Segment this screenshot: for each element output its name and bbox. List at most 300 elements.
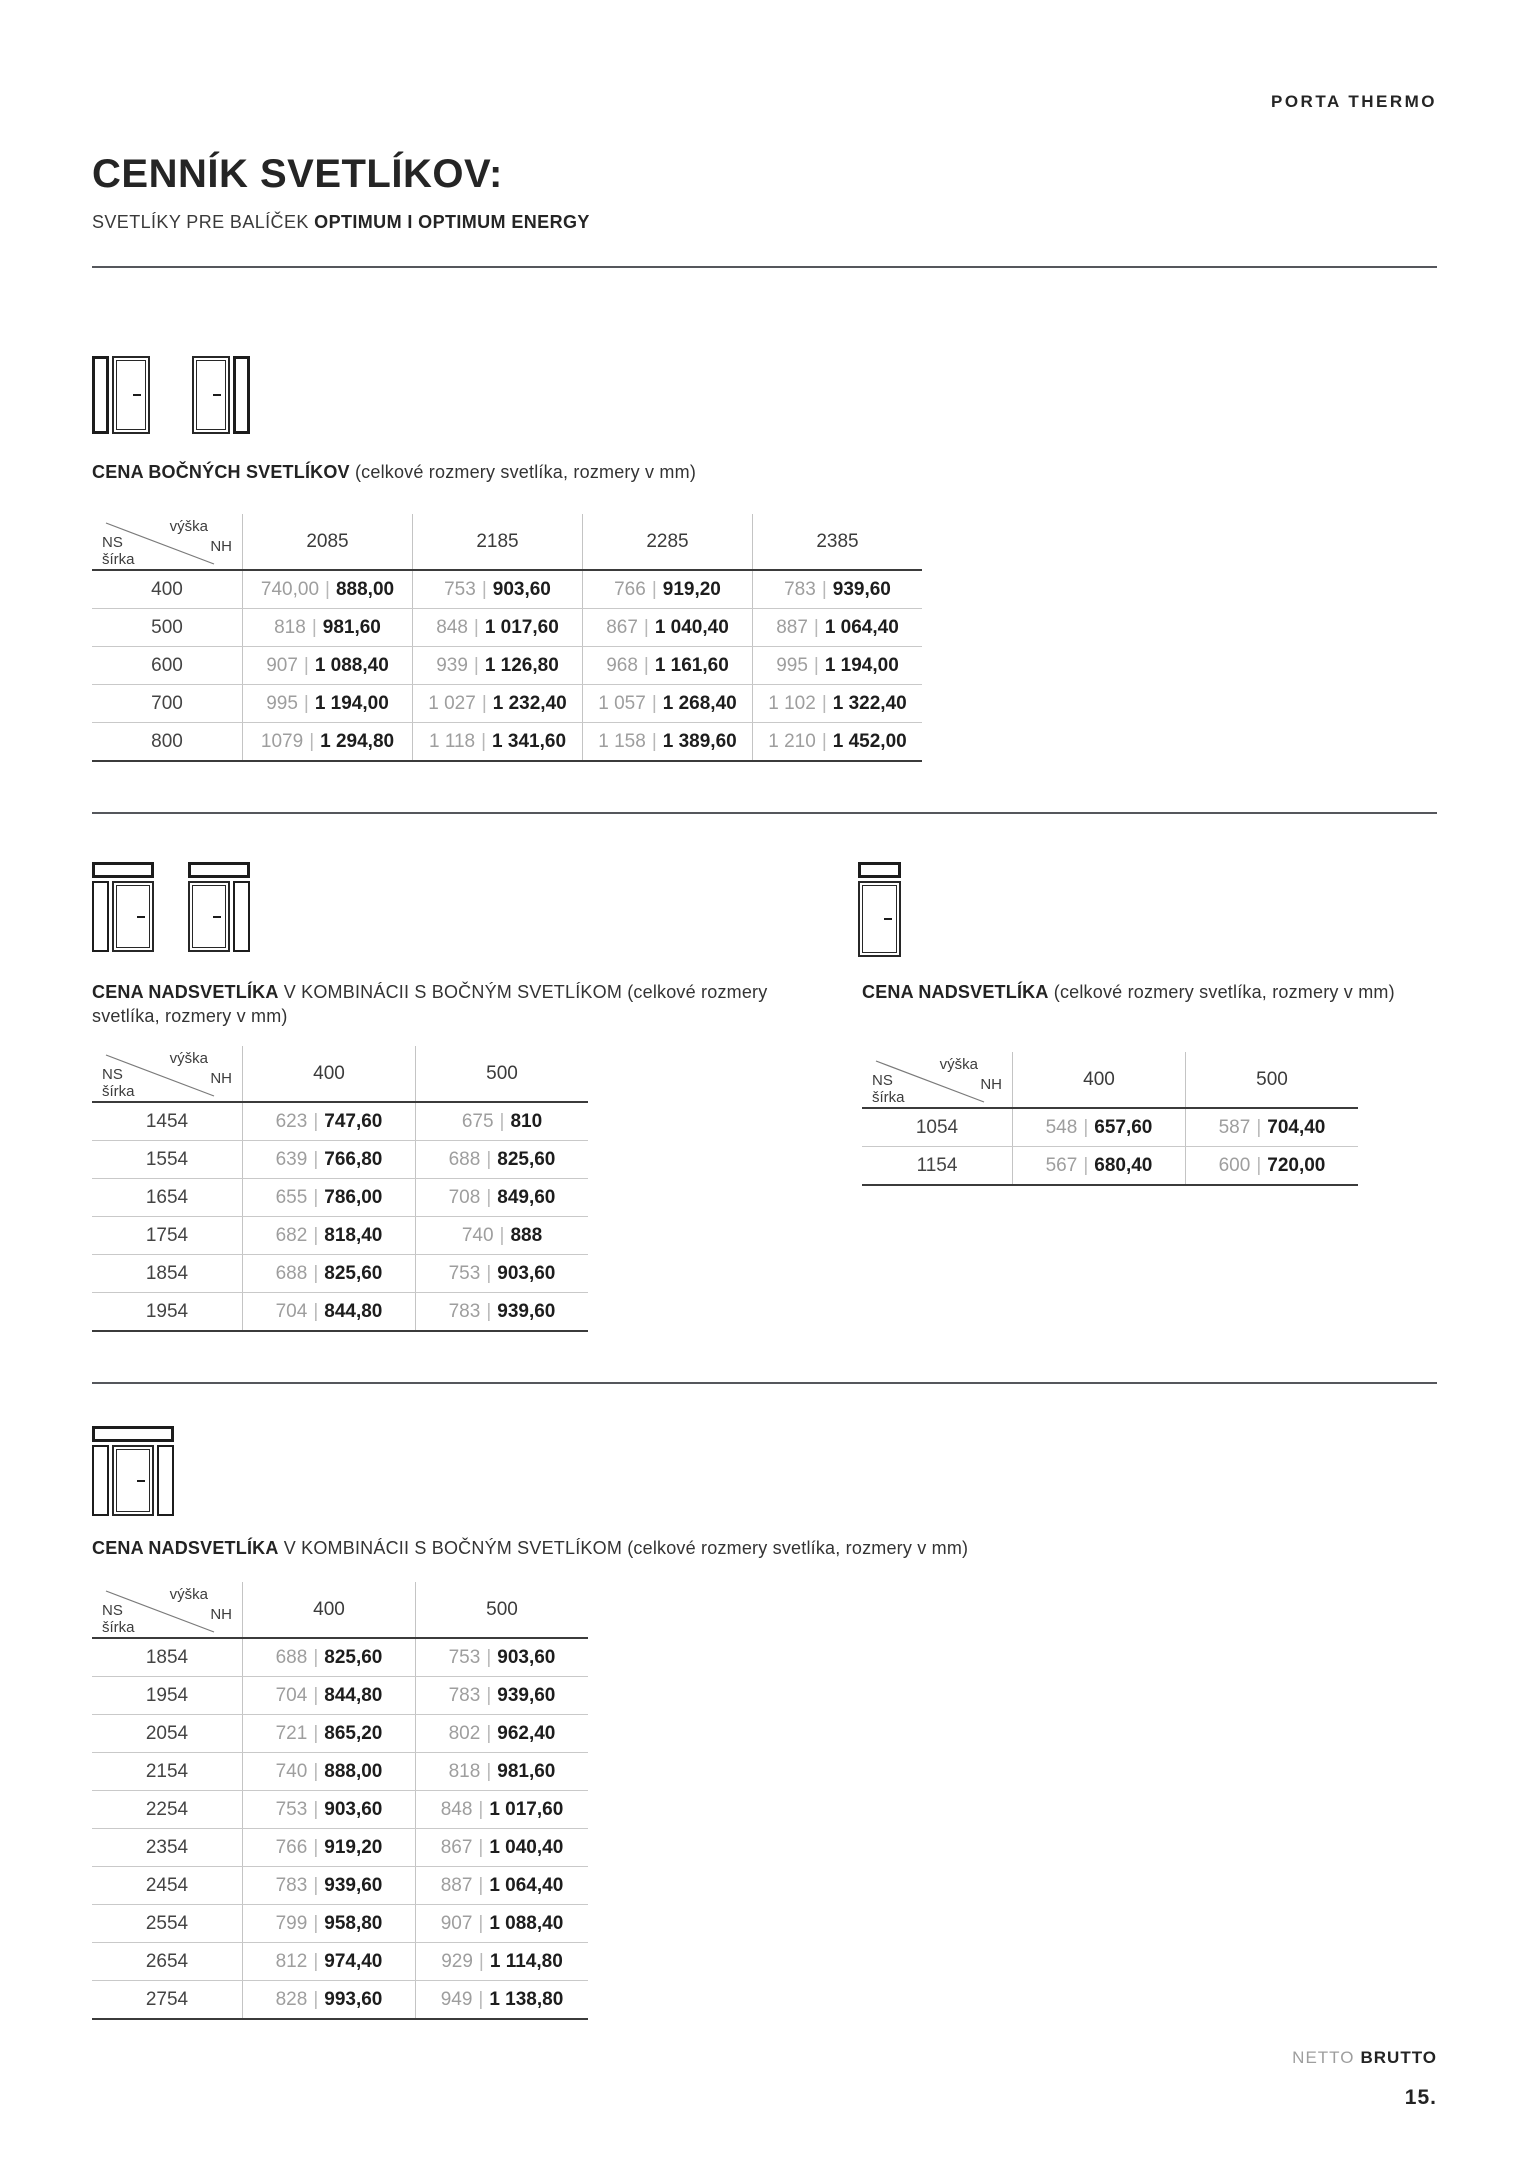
row-width-label: 2454 [145, 1874, 189, 1896]
axis-label-sirka: šírka [102, 1083, 135, 1100]
netto-price: 887 [440, 1874, 473, 1896]
row-width-label: 1554 [145, 1148, 189, 1170]
price-cell [415, 1179, 588, 1216]
door-leaf-icon [112, 881, 154, 952]
price-cell [242, 1639, 415, 1676]
brutto-price: 939,60 [324, 1874, 383, 1896]
price-separator: | [821, 692, 827, 714]
axis-corner-cell [862, 1052, 1012, 1107]
axis-label-ns: NS [102, 534, 123, 551]
netto-price: 929 [441, 1950, 473, 1972]
price-separator: | [1083, 1154, 1089, 1176]
netto-price: 867 [440, 1836, 473, 1858]
price-separator: | [313, 1950, 319, 1972]
price-separator: | [313, 1646, 319, 1668]
price-separator: | [486, 1300, 492, 1322]
side-panel-icon [233, 881, 250, 952]
brutto-price: 1 114,80 [489, 1950, 563, 1972]
price-cell [1012, 1109, 1185, 1146]
netto-price: 740 [461, 1224, 494, 1246]
axis-label-ns: NS [872, 1072, 893, 1089]
price-cell [415, 1791, 588, 1828]
transom-icon [858, 862, 901, 878]
row-width-label: 1854 [145, 1646, 189, 1668]
row-width-label: 700 [151, 692, 183, 714]
brutto-price: 981,60 [322, 616, 381, 638]
axis-label-sirka: šírka [102, 551, 135, 568]
table-header-row [862, 1052, 1358, 1109]
brutto-price: 786,00 [324, 1186, 383, 1208]
heading-bold: CENA NADSVETLÍKA [92, 982, 279, 1002]
price-separator: | [478, 1912, 484, 1934]
row-width-label: 2254 [145, 1798, 189, 1820]
netto-price: 623 [275, 1110, 308, 1132]
price-separator: | [1256, 1116, 1262, 1138]
door-figure-body [188, 881, 250, 952]
page-title: CENNÍK SVETLÍKOV: [92, 152, 503, 196]
netto-price: 1079 [260, 730, 304, 752]
brutto-price: 903,60 [497, 1646, 556, 1668]
column-header-height: 400 [1012, 1052, 1185, 1107]
door-with-left-sidelight-icon [92, 356, 150, 434]
price-cell [752, 609, 922, 646]
column-header-height: 500 [415, 1582, 588, 1637]
netto-price: 848 [440, 1798, 473, 1820]
price-cell [752, 647, 922, 684]
brutto-price: 657,60 [1094, 1116, 1153, 1138]
row-width-label: 1954 [145, 1684, 189, 1706]
table-header-row [92, 514, 922, 571]
price-cell [415, 1639, 588, 1676]
table-row [92, 1791, 588, 1829]
price-table-transom-combo [92, 1046, 588, 1332]
price-separator: | [478, 1874, 484, 1896]
netto-price: 1 102 [768, 692, 816, 714]
netto-price: 567 [1045, 1154, 1078, 1176]
brand-logo: PORTA THERMO [1271, 92, 1437, 111]
axis-corner-cell [92, 1582, 242, 1637]
netto-price: 907 [440, 1912, 473, 1934]
price-separator: | [478, 1836, 484, 1858]
brutto-price: 1 232,40 [492, 692, 567, 714]
price-separator: | [313, 1836, 319, 1858]
column-header-height: 400 [242, 1046, 415, 1101]
price-cell [415, 1943, 588, 1980]
brutto-price: 939,60 [832, 578, 891, 600]
axis-corner-cell [92, 514, 242, 569]
price-separator: | [303, 692, 309, 714]
brutto-price: 888 [510, 1224, 543, 1246]
brutto-price: 680,40 [1094, 1154, 1153, 1176]
price-cell [582, 609, 752, 646]
table-header-row [92, 1046, 588, 1103]
netto-price: 766 [275, 1836, 308, 1858]
brutto-price: 958,80 [324, 1912, 383, 1934]
price-separator: | [651, 578, 657, 600]
brutto-price: 844,80 [324, 1684, 383, 1706]
brutto-price: 1 161,60 [654, 654, 729, 676]
legend-brutto: BRUTTO [1360, 2048, 1437, 2067]
price-cell [242, 1179, 415, 1216]
door-figures-transom-combo [92, 862, 250, 952]
price-separator: | [313, 1224, 319, 1246]
price-cell [242, 1141, 415, 1178]
price-cell [752, 571, 922, 608]
netto-price: 828 [275, 1988, 308, 2010]
netto-price: 995 [266, 692, 298, 714]
price-cell [582, 571, 752, 608]
price-cell [242, 1905, 415, 1942]
legend-netto: NETTO [1292, 2048, 1355, 2067]
netto-price: 1 057 [598, 692, 646, 714]
brutto-price: 1 017,60 [489, 1798, 564, 1820]
price-cell [582, 685, 752, 722]
netto-price: 740,00 [260, 578, 320, 600]
brutto-price: 1 322,40 [832, 692, 907, 714]
table-row [92, 647, 922, 685]
door-leaf-icon [112, 356, 150, 434]
transom-icon [92, 862, 154, 878]
netto-price: 708 [448, 1186, 481, 1208]
axis-label-sirka: šírka [872, 1089, 905, 1106]
price-separator: | [651, 730, 657, 752]
row-width-label: 1754 [145, 1224, 189, 1246]
brutto-price: 1 088,40 [314, 654, 389, 676]
netto-price: 818 [274, 616, 306, 638]
price-separator: | [1083, 1116, 1089, 1138]
price-table-transom [862, 1052, 1358, 1186]
table-row [92, 1677, 588, 1715]
price-cell [242, 1753, 415, 1790]
price-cell [412, 685, 582, 722]
divider-rule [92, 1382, 1437, 1384]
price-separator: | [313, 1262, 319, 1284]
side-panel-icon [157, 1445, 174, 1516]
price-separator: | [313, 1186, 319, 1208]
heading-rest: (celkové rozmery svetlíka, rozmery v mm) [1048, 982, 1395, 1002]
brutto-price: 919,20 [324, 1836, 383, 1858]
price-separator: | [473, 616, 479, 638]
price-cell [242, 1829, 415, 1866]
price-cell [242, 1981, 415, 2018]
price-cell [582, 647, 752, 684]
netto-price: 818 [448, 1760, 481, 1782]
door-figures-transom-combo-2 [92, 1426, 174, 1516]
brutto-price: 939,60 [497, 1684, 556, 1706]
price-separator: | [499, 1224, 505, 1246]
column-header-height: 2385 [752, 514, 922, 569]
table-row [92, 1255, 588, 1293]
price-cell [242, 1103, 415, 1140]
row-width-label: 1454 [145, 1110, 189, 1132]
price-cell [242, 723, 412, 760]
row-width-label: 600 [151, 654, 183, 676]
price-cell [242, 571, 412, 608]
netto-price: 704 [275, 1684, 308, 1706]
price-separator: | [499, 1110, 505, 1132]
price-separator: | [313, 1798, 319, 1820]
table-row [92, 1639, 588, 1677]
price-separator: | [313, 1874, 319, 1896]
column-header-height: 500 [415, 1046, 588, 1101]
price-cell [1012, 1147, 1185, 1184]
heading-bold: CENA NADSVETLÍKA [92, 1538, 279, 1558]
section-heading-side-lights [92, 460, 1292, 484]
price-cell [415, 1293, 588, 1330]
door-figure-body [92, 356, 150, 434]
brutto-price: 1 194,00 [314, 692, 389, 714]
row-width-label: 1154 [916, 1154, 958, 1176]
side-panel-icon [92, 356, 109, 434]
brutto-price: 825,60 [324, 1646, 383, 1668]
netto-price: 704 [275, 1300, 308, 1322]
price-cell [1185, 1147, 1358, 1184]
netto-price: 783 [448, 1684, 481, 1706]
divider-rule [92, 266, 1437, 268]
price-separator: | [486, 1148, 492, 1170]
netto-price: 887 [776, 616, 808, 638]
table-row [862, 1147, 1358, 1186]
netto-price: 783 [275, 1874, 308, 1896]
brutto-price: 766,80 [324, 1148, 383, 1170]
axis-label-vyska: výška [169, 518, 208, 535]
price-separator: | [813, 616, 819, 638]
row-width-label: 1854 [145, 1262, 189, 1284]
brutto-price: 849,60 [497, 1186, 556, 1208]
brutto-price: 1 268,40 [662, 692, 737, 714]
netto-price: 600 [1218, 1154, 1251, 1176]
brutto-price: 1 294,80 [320, 730, 395, 752]
axis-label-nh: NH [210, 1070, 232, 1087]
price-cell [752, 723, 922, 760]
axis-label-sirka: šírka [102, 1619, 135, 1636]
axis-label-vyska: výška [169, 1050, 208, 1067]
netto-price: 753 [444, 578, 476, 600]
price-cell [242, 1943, 415, 1980]
brutto-price: 825,60 [497, 1148, 556, 1170]
price-cell [242, 1791, 415, 1828]
brutto-price: 720,00 [1267, 1154, 1326, 1176]
table-row [92, 1293, 588, 1332]
door-leaf-icon [192, 356, 230, 434]
column-header-height: 500 [1185, 1052, 1358, 1107]
brutto-price: 974,40 [324, 1950, 383, 1972]
row-width-label: 800 [151, 730, 183, 752]
axis-corner-cell [92, 1046, 242, 1101]
price-cell [242, 1217, 415, 1254]
netto-price: 907 [266, 654, 298, 676]
price-separator: | [486, 1646, 492, 1668]
table-row [92, 723, 922, 762]
netto-price: 799 [275, 1912, 308, 1934]
price-separator: | [651, 692, 657, 714]
netto-price: 740 [275, 1760, 308, 1782]
price-cell [412, 609, 582, 646]
price-cell [412, 723, 582, 760]
heading-bold: CENA NADSVETLÍKA [862, 982, 1049, 1002]
price-legend [1292, 2048, 1437, 2068]
netto-price: 721 [275, 1722, 308, 1744]
transom-icon [188, 862, 250, 878]
netto-price: 1 027 [428, 692, 476, 714]
price-cell [242, 1255, 415, 1292]
price-separator: | [821, 730, 827, 752]
netto-price: 753 [448, 1646, 481, 1668]
netto-price: 995 [776, 654, 808, 676]
section-heading-transom-combo-2 [92, 1536, 1292, 1560]
table-row [92, 1829, 588, 1867]
row-width-label: 1054 [915, 1116, 959, 1138]
heading-rest: (celkové rozmery svetlíka, rozmery v mm) [349, 462, 697, 482]
price-separator: | [325, 578, 330, 600]
heading-rest: V KOMBINÁCII S BOČNÝM SVETLÍKOM (celkové rozmery svetlíka, rozmery v mm) [92, 982, 768, 1026]
axis-label-vyska: výška [939, 1056, 978, 1073]
axis-label-nh: NH [980, 1076, 1002, 1093]
brutto-price: 888,00 [335, 578, 395, 600]
brutto-price: 865,20 [324, 1722, 383, 1744]
door-two-sidelights-transom-icon [92, 1426, 174, 1516]
door-left-sidelight-transom-icon [92, 862, 154, 952]
price-separator: | [486, 1186, 492, 1208]
price-separator: | [486, 1722, 492, 1744]
brutto-price: 1 017,60 [484, 616, 559, 638]
price-cell [415, 1829, 588, 1866]
price-cell [415, 1753, 588, 1790]
netto-price: 688 [275, 1646, 308, 1668]
price-cell [415, 1217, 588, 1254]
netto-price: 753 [275, 1798, 308, 1820]
price-cell [1185, 1109, 1358, 1146]
netto-price: 783 [784, 578, 816, 600]
price-separator: | [643, 616, 649, 638]
row-width-label: 2554 [145, 1912, 189, 1934]
brutto-price: 1 194,00 [824, 654, 899, 676]
side-panel-icon [92, 1445, 109, 1516]
price-separator: | [313, 1684, 319, 1706]
netto-price: 867 [606, 616, 638, 638]
brutto-price: 704,40 [1267, 1116, 1326, 1138]
brutto-price: 747,60 [324, 1110, 383, 1132]
brutto-price: 1 040,40 [654, 616, 729, 638]
price-separator: | [478, 1798, 484, 1820]
table-row [92, 1715, 588, 1753]
axis-label-ns: NS [102, 1066, 123, 1083]
netto-price: 688 [275, 1262, 308, 1284]
row-width-label: 2654 [145, 1950, 189, 1972]
netto-price: 587 [1218, 1116, 1251, 1138]
price-separator: | [473, 654, 479, 676]
price-cell [415, 1905, 588, 1942]
column-header-height: 2285 [582, 514, 752, 569]
brutto-price: 825,60 [324, 1262, 383, 1284]
brutto-price: 993,60 [324, 1988, 383, 2010]
price-table-side-lights [92, 514, 922, 762]
netto-price: 1 158 [598, 730, 646, 752]
transom-icon [92, 1426, 174, 1442]
brutto-price: 1 138,80 [489, 1988, 564, 2010]
netto-price: 783 [448, 1300, 481, 1322]
price-separator: | [313, 1148, 319, 1170]
table-row [92, 1179, 588, 1217]
brutto-price: 1 341,60 [492, 730, 567, 752]
row-width-label: 2354 [145, 1836, 189, 1858]
brutto-price: 1 088,40 [489, 1912, 564, 1934]
netto-price: 1 210 [768, 730, 816, 752]
price-separator: | [813, 654, 819, 676]
table-row [92, 571, 922, 609]
price-cell [242, 1715, 415, 1752]
netto-price: 1 118 [428, 730, 476, 752]
price-cell [242, 685, 412, 722]
door-figure-body [92, 881, 154, 952]
brutto-price: 919,20 [662, 578, 721, 600]
brutto-price: 1 126,80 [484, 654, 559, 676]
brutto-price: 903,60 [492, 578, 551, 600]
column-header-height: 2085 [242, 514, 412, 569]
price-cell [582, 723, 752, 760]
row-width-label: 2054 [145, 1722, 189, 1744]
row-width-label: 2154 [145, 1760, 189, 1782]
subtitle-bold: OPTIMUM I OPTIMUM ENERGY [314, 212, 590, 232]
table-row [92, 1141, 588, 1179]
price-separator: | [643, 654, 649, 676]
price-separator: | [313, 1988, 319, 2010]
brutto-price: 981,60 [497, 1760, 556, 1782]
side-panel-icon [92, 881, 109, 952]
price-cell [415, 1255, 588, 1292]
brutto-price: 903,60 [497, 1262, 556, 1284]
door-figure-body [858, 881, 901, 957]
door-right-sidelight-transom-icon [188, 862, 250, 952]
table-row [92, 1753, 588, 1791]
netto-price: 968 [606, 654, 638, 676]
price-separator: | [821, 578, 827, 600]
table-row [92, 1943, 588, 1981]
door-leaf-icon [188, 881, 230, 952]
price-separator: | [313, 1760, 319, 1782]
price-separator: | [313, 1110, 319, 1132]
heading-rest: V KOMBINÁCII S BOČNÝM SVETLÍKOM (celkové rozmery svetlíka, rozmery v mm) [278, 1538, 969, 1558]
price-cell [412, 571, 582, 608]
netto-price: 688 [448, 1148, 481, 1170]
price-cell [752, 685, 922, 722]
price-separator: | [481, 578, 487, 600]
price-separator: | [311, 616, 317, 638]
axis-label-nh: NH [210, 1606, 232, 1623]
row-width-label: 1654 [145, 1186, 189, 1208]
page-number: 15. [1404, 2086, 1437, 2109]
axis-label-ns: NS [102, 1602, 123, 1619]
netto-price: 655 [275, 1186, 308, 1208]
price-cell [242, 647, 412, 684]
netto-price: 639 [275, 1148, 308, 1170]
price-cell [242, 1867, 415, 1904]
netto-price: 802 [448, 1722, 481, 1744]
section-heading-transom-combo [92, 980, 772, 1028]
price-separator: | [1256, 1154, 1262, 1176]
netto-price: 949 [440, 1988, 473, 2010]
price-separator: | [481, 692, 487, 714]
door-figure-body [192, 356, 250, 434]
brutto-price: 888,00 [324, 1760, 383, 1782]
netto-price: 548 [1045, 1116, 1078, 1138]
netto-price: 848 [436, 616, 468, 638]
door-with-right-sidelight-icon [192, 356, 250, 434]
price-separator: | [478, 1988, 484, 2010]
column-header-height: 400 [242, 1582, 415, 1637]
price-cell [242, 1677, 415, 1714]
brutto-price: 1 452,00 [832, 730, 907, 752]
